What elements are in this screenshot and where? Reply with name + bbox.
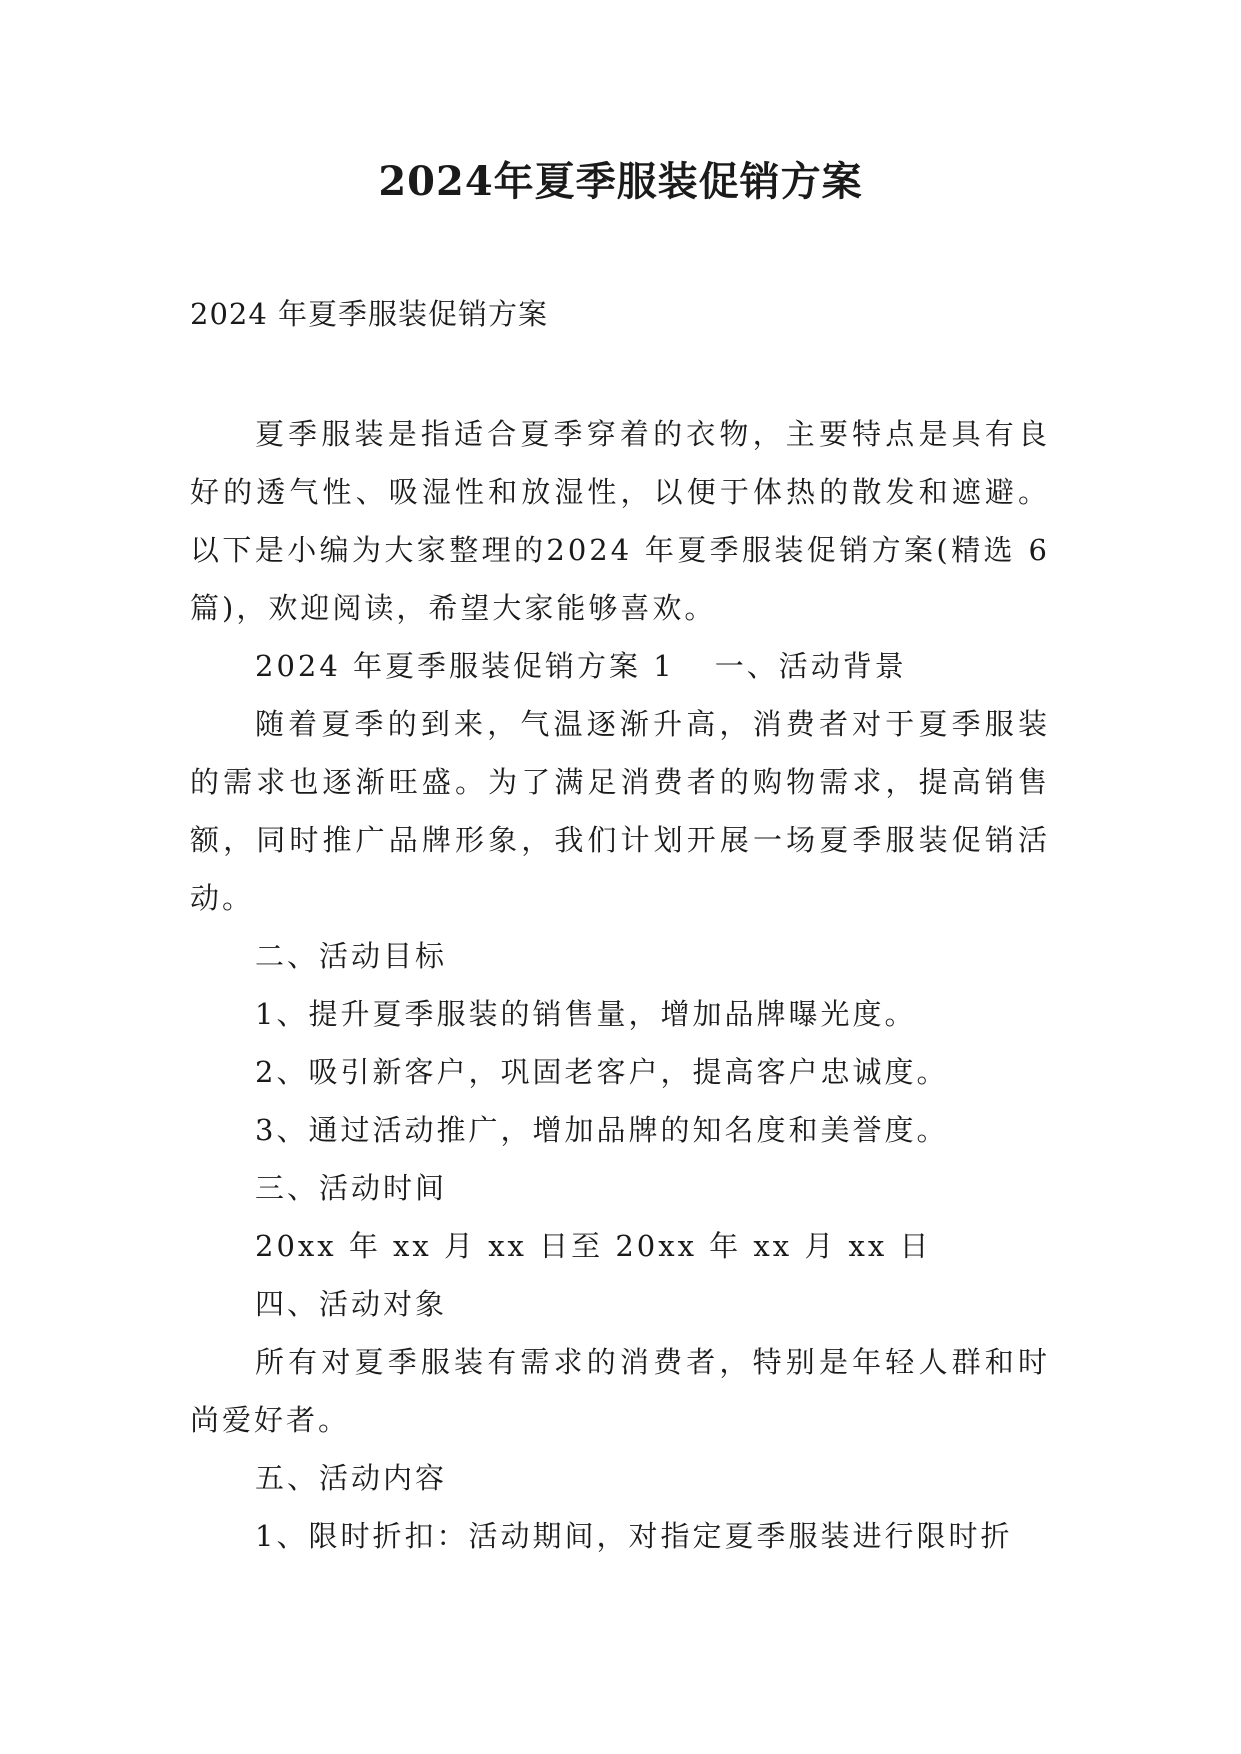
document-body bbox=[190, 405, 1050, 1565]
goal-item-3: 3、通过活动推广，增加品牌的知名度和美誉度。 bbox=[255, 1113, 949, 1147]
audience-paragraph: 所有对夏季服装有需求的消费者，特别是年轻人群和时尚爱好者。 bbox=[190, 1345, 1050, 1437]
heading-time: 三、活动时间 bbox=[255, 1171, 448, 1205]
heading-goals: 二、活动目标 bbox=[255, 939, 448, 973]
background-paragraph: 随着夏季的到来，气温逐渐升高，消费者对于夏季服装的需求也逐渐旺盛。为了满足消费者的购物需求，提高销售额，同时推广品牌形象，我们计划开展一场夏季服装促销活动。 bbox=[190, 707, 1050, 915]
goal-item-2: 2、吸引新客户，巩固老客户，提高客户忠诚度。 bbox=[255, 1055, 949, 1089]
heading-audience: 四、活动对象 bbox=[255, 1287, 448, 1321]
document-subtitle: 2024 年夏季服装促销方案 bbox=[190, 297, 549, 331]
time-paragraph: 20xx 年 xx 月 xx 日至 20xx 年 xx 月 xx 日 bbox=[255, 1229, 932, 1263]
heading-background: 一、活动背景 bbox=[714, 649, 907, 683]
intro-paragraph: 夏季服装是指适合夏季穿着的衣物，主要特点是具有良好的透气性、吸湿性和放湿性，以便于体热的散发和遮避。以下是小编为大家整理的2024 年夏季服装促销方案(精选 6 篇)，欢迎阅读，希望大家能够喜欢。 bbox=[190, 417, 1050, 625]
content-item-1: 1、限时折扣：活动期间，对指定夏季服装进行限时折 bbox=[255, 1519, 1013, 1553]
goal-item-1: 1、提升夏季服装的销售量，增加品牌曝光度。 bbox=[255, 997, 917, 1031]
document-title: 2024年夏季服装促销方案 bbox=[378, 158, 863, 205]
heading-content: 五、活动内容 bbox=[255, 1461, 448, 1495]
section-title: 2024 年夏季服装促销方案 1 bbox=[255, 649, 675, 683]
section-heading-row bbox=[190, 637, 1050, 695]
